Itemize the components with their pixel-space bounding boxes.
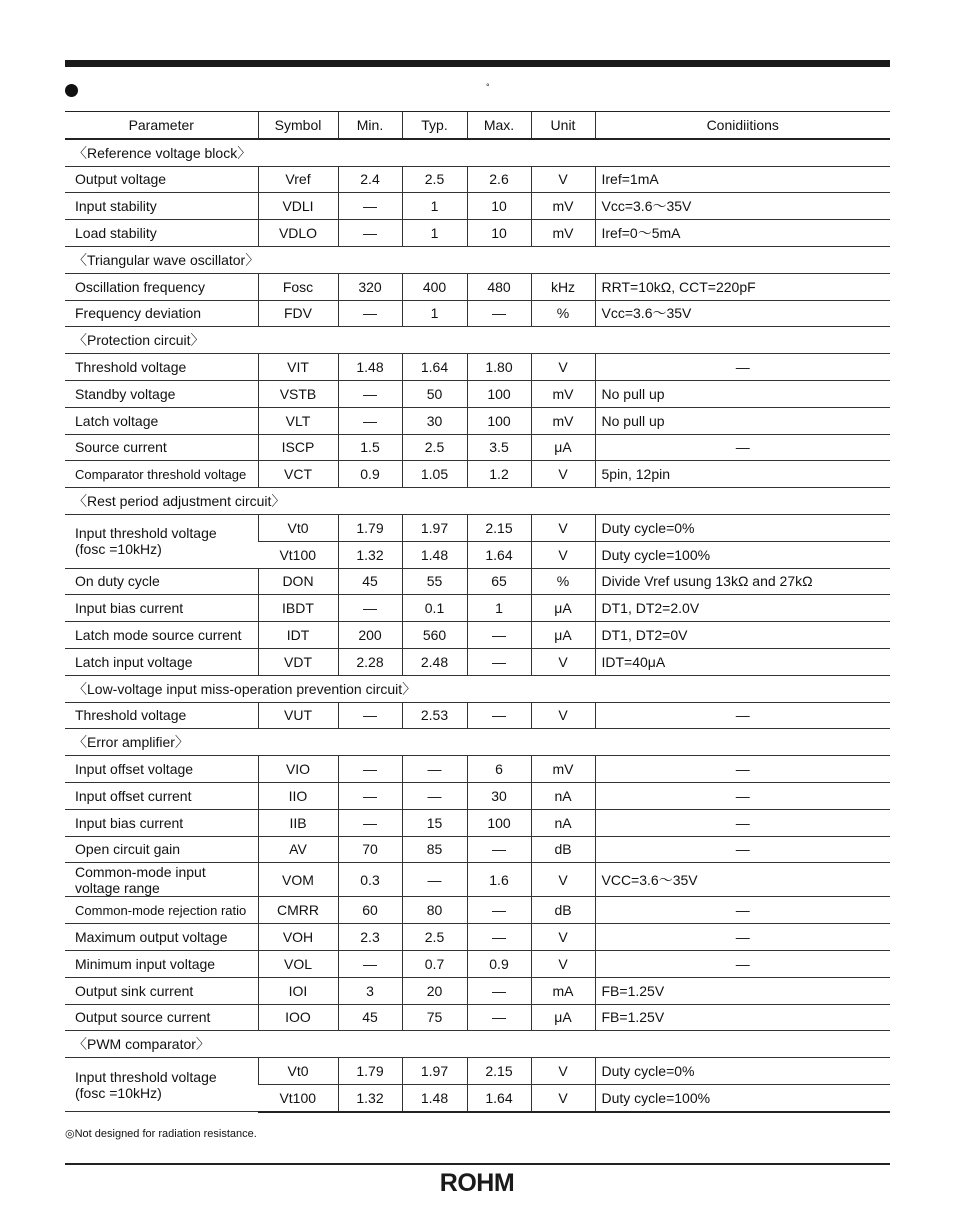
table-body: [65, 139, 890, 1112]
typ-cell: 1: [402, 193, 467, 220]
max-cell: 0.9: [467, 950, 531, 977]
symbol-cell: VDLO: [258, 220, 338, 247]
table-row: [65, 648, 890, 675]
table-row: [65, 568, 890, 595]
min-cell: —: [338, 407, 402, 434]
max-cell: —: [467, 702, 531, 729]
header-typ: Typ.: [402, 112, 467, 139]
symbol-cell: Fosc: [258, 273, 338, 300]
max-cell: —: [467, 836, 531, 863]
max-cell: —: [467, 977, 531, 1004]
typ-cell: 55: [402, 568, 467, 595]
max-cell: 2.15: [467, 514, 531, 541]
parameter-cell: Input bias current: [65, 595, 258, 622]
conditions-cell: —: [595, 950, 890, 977]
typ-cell: 15: [402, 809, 467, 836]
max-cell: 2.6: [467, 166, 531, 193]
parameter-cell: Oscillation frequency: [65, 273, 258, 300]
symbol-cell: DON: [258, 568, 338, 595]
unit-cell: nA: [531, 782, 595, 809]
table-row: [65, 863, 890, 897]
min-cell: —: [338, 380, 402, 407]
symbol-cell: VDLI: [258, 193, 338, 220]
section-title: 〈Triangular wave oscillator〉: [65, 246, 890, 273]
table-row: [65, 434, 890, 461]
typ-cell: 0.7: [402, 950, 467, 977]
table-row: [65, 407, 890, 434]
conditions-cell: RRT=10kΩ, CCT=220pF: [595, 273, 890, 300]
table-row: [65, 220, 890, 247]
min-cell: 200: [338, 622, 402, 649]
conditions-cell: —: [595, 809, 890, 836]
typ-cell: 1.05: [402, 461, 467, 488]
typ-cell: 1.48: [402, 1084, 467, 1111]
max-cell: —: [467, 622, 531, 649]
unit-cell: mV: [531, 193, 595, 220]
max-cell: 3.5: [467, 434, 531, 461]
parameter-cell: Input threshold voltage (fosc =10kHz): [65, 514, 258, 568]
conditions-cell: FB=1.25V: [595, 977, 890, 1004]
unit-cell: %: [531, 568, 595, 595]
unit-cell: μA: [531, 595, 595, 622]
table-header-row: [65, 112, 890, 139]
symbol-cell: IIO: [258, 782, 338, 809]
footnote: ◎Not designed for radiation resistance.: [65, 1128, 257, 1140]
conditions-cell: Vcc=3.6〜35V: [595, 300, 890, 327]
typ-cell: 85: [402, 836, 467, 863]
typ-cell: 2.5: [402, 166, 467, 193]
symbol-cell: IIB: [258, 809, 338, 836]
conditions-cell: —: [595, 897, 890, 924]
min-cell: —: [338, 756, 402, 783]
parameter-cell: Common-mode rejection ratio: [65, 897, 258, 924]
conditions-cell: Vcc=3.6〜35V: [595, 193, 890, 220]
unit-cell: V: [531, 514, 595, 541]
min-cell: 1.32: [338, 1084, 402, 1111]
table-row: [65, 756, 890, 783]
min-cell: —: [338, 300, 402, 327]
table-row: [65, 782, 890, 809]
parameter-cell: Threshold voltage: [65, 354, 258, 381]
conditions-cell: —: [595, 924, 890, 951]
symbol-cell: Vt100: [258, 1084, 338, 1111]
max-cell: 480: [467, 273, 531, 300]
parameter-cell: On duty cycle: [65, 568, 258, 595]
table-row: [65, 193, 890, 220]
parameter-cell: Open circuit gain: [65, 836, 258, 863]
symbol-cell: CMRR: [258, 897, 338, 924]
parameter-cell: Input stability: [65, 193, 258, 220]
symbol-cell: IDT: [258, 622, 338, 649]
unit-cell: nA: [531, 809, 595, 836]
conditions-cell: —: [595, 836, 890, 863]
typ-cell: 1: [402, 300, 467, 327]
unit-cell: μA: [531, 622, 595, 649]
max-cell: 10: [467, 220, 531, 247]
unit-cell: V: [531, 1084, 595, 1111]
unit-cell: kHz: [531, 273, 595, 300]
unit-cell: mV: [531, 220, 595, 247]
max-cell: —: [467, 897, 531, 924]
conditions-cell: No pull up: [595, 380, 890, 407]
table-row: [65, 273, 890, 300]
section-row: [65, 327, 890, 354]
section-row: [65, 488, 890, 515]
conditions-cell: IDT=40μA: [595, 648, 890, 675]
conditions-cell: FB=1.25V: [595, 1004, 890, 1031]
symbol-cell: Vref: [258, 166, 338, 193]
header-conditions: Conidiitions: [595, 112, 890, 139]
parameter-cell: Input offset current: [65, 782, 258, 809]
conditions-cell: —: [595, 782, 890, 809]
unit-cell: V: [531, 1058, 595, 1085]
rohm-logo: [430, 1170, 524, 1194]
typ-cell: 400: [402, 273, 467, 300]
max-cell: 30: [467, 782, 531, 809]
typ-cell: —: [402, 863, 467, 897]
section-title: 〈Low-voltage input miss-operation prevention circuit〉: [65, 675, 890, 702]
min-cell: 0.9: [338, 461, 402, 488]
electrical-characteristics-table: [65, 111, 890, 1113]
max-cell: 1.64: [467, 541, 531, 568]
min-cell: —: [338, 220, 402, 247]
header-parameter: Parameter: [65, 112, 258, 139]
symbol-cell: VLT: [258, 407, 338, 434]
symbol-cell: VSTB: [258, 380, 338, 407]
typ-cell: 2.53: [402, 702, 467, 729]
section-title: 〈Protection circuit〉: [65, 327, 890, 354]
min-cell: —: [338, 702, 402, 729]
symbol-cell: VIO: [258, 756, 338, 783]
parameter-cell: Source current: [65, 434, 258, 461]
table-row: [65, 300, 890, 327]
min-cell: 45: [338, 568, 402, 595]
table-row: [65, 977, 890, 1004]
max-cell: —: [467, 1004, 531, 1031]
conditions-cell: DT1, DT2=2.0V: [595, 595, 890, 622]
parameter-cell: Output source current: [65, 1004, 258, 1031]
min-cell: 2.28: [338, 648, 402, 675]
conditions-cell: Divide Vref usung 13kΩ and 27kΩ: [595, 568, 890, 595]
symbol-cell: Vt0: [258, 514, 338, 541]
typ-cell: 1.97: [402, 514, 467, 541]
conditions-cell: VCC=3.6〜35V: [595, 863, 890, 897]
min-cell: 70: [338, 836, 402, 863]
conditions-cell: Duty cycle=100%: [595, 541, 890, 568]
parameter-cell: Latch voltage: [65, 407, 258, 434]
min-cell: —: [338, 595, 402, 622]
table-row: [65, 514, 890, 541]
unit-cell: μA: [531, 434, 595, 461]
parameter-cell: Output voltage: [65, 166, 258, 193]
max-cell: —: [467, 924, 531, 951]
table-row: [65, 950, 890, 977]
parameter-cell: Input threshold voltage (fosc =10kHz): [65, 1058, 258, 1112]
table-row: [65, 595, 890, 622]
table-row: [65, 622, 890, 649]
unit-cell: V: [531, 648, 595, 675]
symbol-cell: VUT: [258, 702, 338, 729]
min-cell: 1.79: [338, 1058, 402, 1085]
conditions-cell: Iref=1mA: [595, 166, 890, 193]
table-row: [65, 380, 890, 407]
conditions-cell: No pull up: [595, 407, 890, 434]
section-row: [65, 675, 890, 702]
symbol-cell: VOM: [258, 863, 338, 897]
max-cell: 1.2: [467, 461, 531, 488]
unit-cell: V: [531, 166, 595, 193]
table-row: [65, 809, 890, 836]
header-symbol: Symbol: [258, 112, 338, 139]
table-row: [65, 461, 890, 488]
table-row: [65, 354, 890, 381]
symbol-cell: Vt100: [258, 541, 338, 568]
conditions-cell: DT1, DT2=0V: [595, 622, 890, 649]
min-cell: 2.3: [338, 924, 402, 951]
max-cell: 10: [467, 193, 531, 220]
unit-cell: mA: [531, 977, 595, 1004]
table-row: [65, 166, 890, 193]
symbol-cell: IOI: [258, 977, 338, 1004]
section-row: [65, 246, 890, 273]
max-cell: —: [467, 300, 531, 327]
symbol-cell: IBDT: [258, 595, 338, 622]
table-row: [65, 924, 890, 951]
parameter-cell: Latch input voltage: [65, 648, 258, 675]
min-cell: 0.3: [338, 863, 402, 897]
unit-cell: V: [531, 354, 595, 381]
conditions-cell: Duty cycle=0%: [595, 1058, 890, 1085]
unit-cell: mV: [531, 380, 595, 407]
parameter-cell: Common-mode input voltage range: [65, 863, 258, 897]
parameter-cell: Frequency deviation: [65, 300, 258, 327]
typ-cell: 80: [402, 897, 467, 924]
symbol-cell: FDV: [258, 300, 338, 327]
max-cell: 100: [467, 407, 531, 434]
min-cell: 320: [338, 273, 402, 300]
max-cell: 1.64: [467, 1084, 531, 1111]
unit-cell: V: [531, 924, 595, 951]
section-title: 〈Rest period adjustment circuit〉: [65, 488, 890, 515]
max-cell: 100: [467, 809, 531, 836]
max-cell: —: [467, 648, 531, 675]
section-title: 〈Reference voltage block〉: [65, 139, 890, 166]
typ-cell: 50: [402, 380, 467, 407]
unit-cell: %: [531, 300, 595, 327]
min-cell: —: [338, 950, 402, 977]
conditions-cell: —: [595, 702, 890, 729]
min-cell: 3: [338, 977, 402, 1004]
min-cell: —: [338, 193, 402, 220]
conditions-cell: Iref=0〜5mA: [595, 220, 890, 247]
symbol-cell: VCT: [258, 461, 338, 488]
typ-cell: 75: [402, 1004, 467, 1031]
unit-cell: mV: [531, 756, 595, 783]
min-cell: —: [338, 782, 402, 809]
unit-cell: V: [531, 863, 595, 897]
section-row: [65, 729, 890, 756]
unit-cell: dB: [531, 897, 595, 924]
table-row: [65, 702, 890, 729]
symbol-cell: ISCP: [258, 434, 338, 461]
parameter-cell: Maximum output voltage: [65, 924, 258, 951]
min-cell: 1.5: [338, 434, 402, 461]
typ-cell: 1.48: [402, 541, 467, 568]
typ-cell: 2.5: [402, 924, 467, 951]
symbol-cell: Vt0: [258, 1058, 338, 1085]
unit-cell: V: [531, 461, 595, 488]
min-cell: 60: [338, 897, 402, 924]
parameter-cell: Minimum input voltage: [65, 950, 258, 977]
max-cell: 1.80: [467, 354, 531, 381]
conditions-cell: —: [595, 756, 890, 783]
max-cell: 65: [467, 568, 531, 595]
parameter-cell: Output sink current: [65, 977, 258, 1004]
symbol-cell: VOL: [258, 950, 338, 977]
parameter-cell: Latch mode source current: [65, 622, 258, 649]
typ-cell: 20: [402, 977, 467, 1004]
parameter-cell: Input bias current: [65, 809, 258, 836]
section-bullet-icon: [65, 84, 78, 97]
typ-cell: 30: [402, 407, 467, 434]
unit-cell: V: [531, 950, 595, 977]
parameter-cell: Threshold voltage: [65, 702, 258, 729]
max-cell: 2.15: [467, 1058, 531, 1085]
section-row: [65, 1031, 890, 1058]
conditions-cell: Duty cycle=100%: [595, 1084, 890, 1111]
min-cell: 45: [338, 1004, 402, 1031]
typ-cell: 1.97: [402, 1058, 467, 1085]
header-max: Max.: [467, 112, 531, 139]
footer-rule: [65, 1163, 890, 1165]
min-cell: —: [338, 809, 402, 836]
table-row: [65, 897, 890, 924]
parameter-cell: Load stability: [65, 220, 258, 247]
unit-cell: V: [531, 702, 595, 729]
max-cell: 1: [467, 595, 531, 622]
header-unit: Unit: [531, 112, 595, 139]
parameter-cell: Comparator threshold voltage: [65, 461, 258, 488]
conditions-cell: 5pin, 12pin: [595, 461, 890, 488]
section-title: 〈PWM comparator〉: [65, 1031, 890, 1058]
table-row: [65, 836, 890, 863]
unit-cell: μA: [531, 1004, 595, 1031]
typ-cell: 0.1: [402, 595, 467, 622]
typ-cell: 2.48: [402, 648, 467, 675]
table-row: [65, 1058, 890, 1085]
typ-cell: —: [402, 782, 467, 809]
unit-cell: mV: [531, 407, 595, 434]
conditions-cell: —: [595, 354, 890, 381]
symbol-cell: AV: [258, 836, 338, 863]
max-cell: 6: [467, 756, 531, 783]
max-cell: 1.6: [467, 863, 531, 897]
symbol-cell: VIT: [258, 354, 338, 381]
parameter-cell: Standby voltage: [65, 380, 258, 407]
symbol-cell: VOH: [258, 924, 338, 951]
typ-cell: —: [402, 756, 467, 783]
unit-cell: dB: [531, 836, 595, 863]
max-cell: 100: [467, 380, 531, 407]
section-row: [65, 139, 890, 166]
typ-cell: 2.5: [402, 434, 467, 461]
table-row: [65, 1004, 890, 1031]
rohm-logo-text: ROHM: [439, 1170, 515, 1194]
parameter-cell: Input offset voltage: [65, 756, 258, 783]
section-title: 〈Error amplifier〉: [65, 729, 890, 756]
symbol-cell: VDT: [258, 648, 338, 675]
header-rule: [65, 60, 890, 67]
unit-cell: V: [531, 541, 595, 568]
header-min: Min.: [338, 112, 402, 139]
min-cell: 2.4: [338, 166, 402, 193]
typ-cell: 1.64: [402, 354, 467, 381]
symbol-cell: IOO: [258, 1004, 338, 1031]
min-cell: 1.79: [338, 514, 402, 541]
min-cell: 1.48: [338, 354, 402, 381]
typ-cell: 560: [402, 622, 467, 649]
conditions-cell: —: [595, 434, 890, 461]
conditions-cell: Duty cycle=0%: [595, 514, 890, 541]
typ-cell: 1: [402, 220, 467, 247]
degree-mark: °: [486, 82, 490, 92]
min-cell: 1.32: [338, 541, 402, 568]
